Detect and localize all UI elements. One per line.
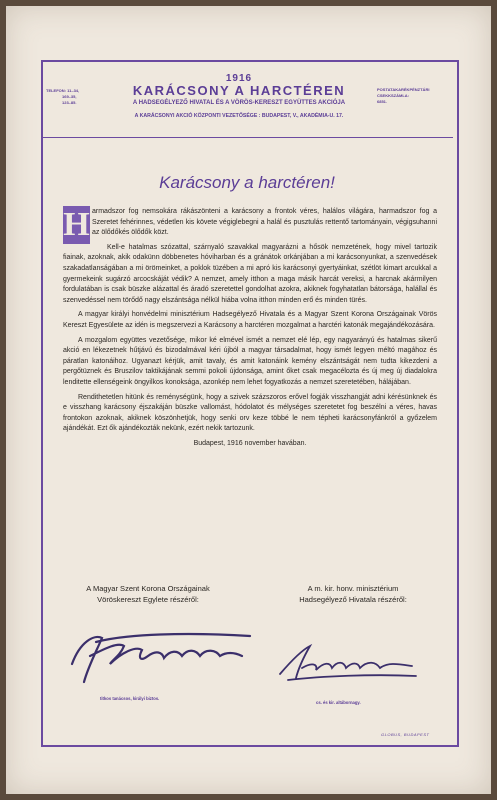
phone-line: 169–35, (62, 94, 77, 99)
letterhead-address: A KARÁCSONYI AKCIÓ KÖZPONTI VEZETŐSÉGE : BUDAPEST, V., AKADÉMIA-U. 17. (134, 113, 344, 119)
phone-line: 123–85. (62, 100, 77, 105)
letterhead-year: 1916 (225, 73, 253, 84)
handwritten-signature-left (66, 612, 256, 692)
header-divider (43, 137, 453, 138)
printer-mark: GLOBUS, BUDAPEST (381, 732, 430, 737)
signatory-right (263, 583, 443, 605)
drop-cap: H (63, 206, 90, 243)
letterhead (105, 73, 373, 120)
phone-line: TELEFON: 11–34, (46, 88, 80, 93)
phone-numbers (46, 88, 106, 106)
paragraph: Kell-e hatalmas szózattal, szárnyaló szavakkal magyarázni a hősök nemzetének, hogy mivel tartozik fiainak, azoknak, akik odakünn döbbenetes hóviharban és a gránátok orkánjában a mi karácsonyunkat, a szenvedések szakadatlanságában a mi örömeinket, a poklok tüzében a mi apró kis karácsonyi gyertyáinkat, szétlöt kimart arcukkal a gyermekeink sugárzó arcocskáját védik? A nemzet, amely itthon a maga másik harcát vereksi, a harcnak akármilyen fordulatában is csak büszke alázattal és áradó szeretettel gondolhat azokra, akiknek fogyhatatlan bátorsága, halállal és szenvedéssel nem törődő nagy elszántsága nélkül hiába volna itthon minden erő és minden türés. (63, 243, 437, 304)
letter-body (63, 207, 437, 453)
paragraph: A mozgalom együttes vezetősége, mikor ké elmével ismét a nemzet elé lép, egy nagyarányú és hatalmas sikerű akció en lékezetnek hűtjávú és bizodalmával kéri újból a magyar társadalmat, hogy ismét legyen méltó magához és páratlan katonáihoz. Ugyanazt kérjük, amit tavaly, és amit katonáink kemény elszántságát nem tudta kikezdeni a pergőtüznek és Bruszilov taktikájának semmi pokoli újdonsága, amint őket csak megacélozta és új meg új diadalokra lenditette ellenségeink öngyilkos konoksága, azonkép nem lehet fogyatkozás a nemzet szeretetében, hálájában. (63, 336, 437, 386)
paragraph: Rendithetetlen hitünk és reménységünk, hogy a szivek százszoros erővel fogják visszhangját adni kérésünknek és e visszhang karácsony éjszakáján büszke vallomást, hódolatot és mélységes szeretetet fog beszélni a véres, havas frontokon azoknak, akiknek köszönhetjük, hogy senki orv keze többé le nem tépheti karácsonyfánkról a győzelem ajándékát. Ezt ők ajándékozták nekünk, ezért nekik tartozunk. (63, 393, 437, 433)
paragraph: A magyar királyi honvédelmi minisztérium Hadsegélyező Hivatala és a Magyar Szent Korona Országainak Vörös Kereszt Egyesülete az idén is megszervezi a Karácsony a harctéren mozgalmat a harctéri katonák megajándékozására. (63, 311, 437, 329)
postal-line: 6851. (377, 99, 388, 104)
signatory-line: Hadsegélyező Hivatala részéről: (299, 595, 407, 604)
signatory-line: Vöröskereszt Egylete részéről: (97, 595, 199, 604)
letter-headline: Karácsony a harctéren! (159, 173, 335, 192)
postal-line: POSTATAKARÉKPÉNZTÁRI (377, 87, 430, 92)
postal-line: CSEKKSZÁMLA: (377, 93, 409, 98)
signatory-right-title: cs. és kir. altábornagy. (316, 700, 361, 705)
paragraph: armadszor fog nemsokára rákászönteni a karácsony a frontok véres, halálos világára, harmadszor fog a Szeretet fehérinnes, védetlen kis követe végiglebegni a halál és pusztulás rettentő tartományain, végigsuhanni az ölődőkés ölődők közt. (92, 208, 437, 237)
postal-account (377, 87, 451, 105)
date-line: Budapest, 1916 november havában. (193, 439, 307, 447)
letterhead-title: KARÁCSONY A HARCTÉREN (132, 83, 346, 98)
signatory-left (58, 583, 238, 605)
signatory-left-title: titkos tanácsos, királyi biztos. (100, 696, 160, 701)
signatory-line: A m. kir. honv. minisztérium (307, 584, 399, 593)
signatory-line: A Magyar Szent Korona Országainak (86, 584, 210, 593)
handwritten-signature-right (272, 630, 422, 690)
letterhead-subtitle: A HADSEGÉLYEZŐ HIVATAL ÉS A VÖRÖS-KERESZT EGYÜTTES AKCIÓJA (132, 100, 346, 106)
